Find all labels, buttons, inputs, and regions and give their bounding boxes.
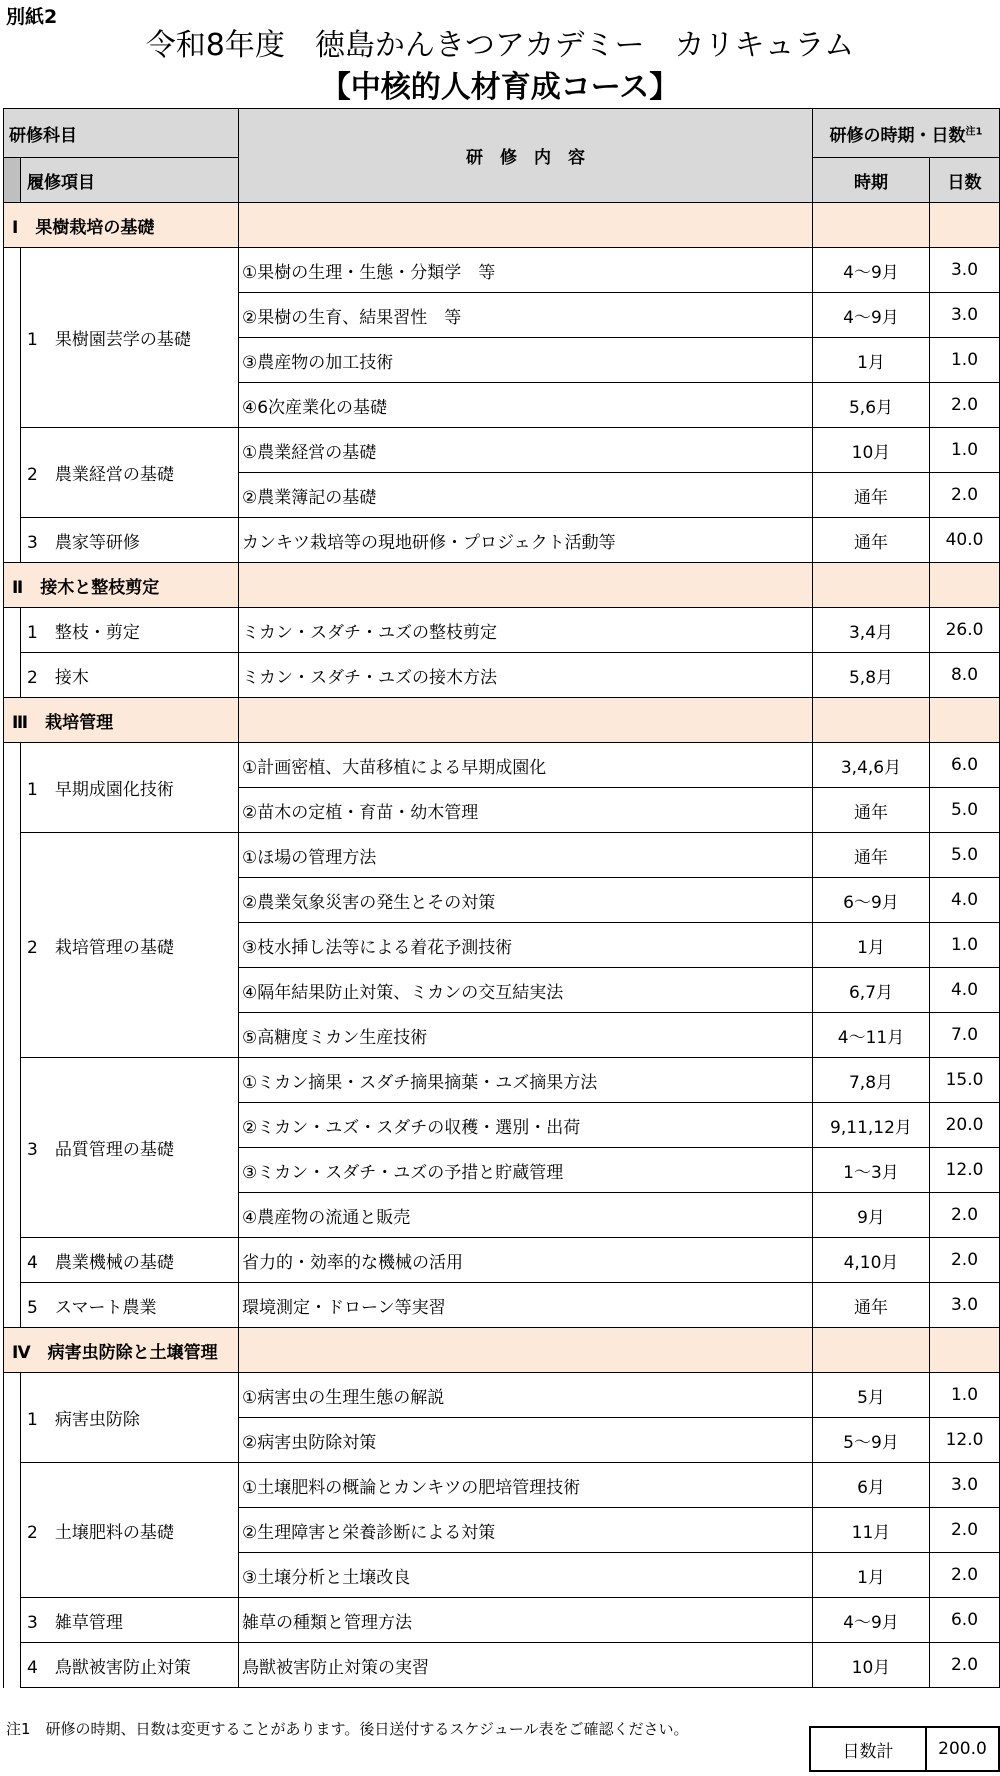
training-content: ①土壌肥料の概論とカンキツの肥培管理技術 — [239, 1463, 813, 1508]
training-days: 5.0 — [930, 788, 1000, 833]
training-content: ②ミカン・ユズ・スダチの収穫・選別・出荷 — [239, 1103, 813, 1148]
training-content: 環境測定・ドローン等実習 — [239, 1283, 813, 1328]
training-content: 鳥獣被害防止対策の実習 — [239, 1643, 813, 1688]
training-days: 4.0 — [930, 878, 1000, 923]
training-period: 4～9月 — [813, 293, 930, 338]
header-row-1 — [4, 109, 1000, 158]
table-row — [4, 1598, 1000, 1643]
training-content: ①計画密植、大苗移植による早期成園化 — [239, 743, 813, 788]
training-days: 6.0 — [930, 1598, 1000, 1643]
section-content-cell — [239, 698, 813, 743]
training-content: ④農産物の流通と販売 — [239, 1193, 813, 1238]
section-row — [4, 203, 1000, 248]
period-days-header: 研修の時期・日数$^{注1}$ — [813, 109, 1000, 158]
training-period: 通年 — [813, 473, 930, 518]
training-content: ⑤高糖度ミカン生産技術 — [239, 1013, 813, 1058]
section-content-cell — [239, 563, 813, 608]
indent-cell — [4, 248, 21, 563]
training-period: 10月 — [813, 1643, 930, 1688]
training-days: 3.0 — [930, 293, 1000, 338]
training-period: 通年 — [813, 518, 930, 563]
training-period: 3,4月 — [813, 608, 930, 653]
training-period: 11月 — [813, 1508, 930, 1553]
header-indent-cell — [4, 158, 21, 203]
training-period: 5～9月 — [813, 1418, 930, 1463]
total-table — [809, 1726, 1000, 1772]
training-content: ②農業気象災害の発生とその対策 — [239, 878, 813, 923]
training-period: 4～9月 — [813, 248, 930, 293]
section-row — [4, 698, 1000, 743]
days-header: 日数 — [930, 158, 1000, 203]
training-period: 7,8月 — [813, 1058, 930, 1103]
indent-cell — [4, 1373, 21, 1688]
training-period: 通年 — [813, 788, 930, 833]
training-period: 4～9月 — [813, 1598, 930, 1643]
training-days: 5.0 — [930, 833, 1000, 878]
course-item: 1 整枝・剪定 — [21, 608, 239, 653]
training-content: ④6次産業化の基礎 — [239, 383, 813, 428]
table-row — [4, 1283, 1000, 1328]
training-period: 5月 — [813, 1373, 930, 1418]
training-days: 2.0 — [930, 1553, 1000, 1598]
course-item: 1 果樹園芸学の基礎 — [21, 248, 239, 428]
training-period: 5,8月 — [813, 653, 930, 698]
table-row — [4, 653, 1000, 698]
course-item: 2 農業経営の基礎 — [21, 428, 239, 518]
training-content: ①果樹の生理・生態・分類学 等 — [239, 248, 813, 293]
table-row — [4, 1643, 1000, 1688]
course-item: 3 雑草管理 — [21, 1598, 239, 1643]
indent-cell — [4, 608, 21, 698]
training-content: ①ほ場の管理方法 — [239, 833, 813, 878]
training-days: 3.0 — [930, 248, 1000, 293]
section-period-cell — [813, 203, 930, 248]
training-days: 26.0 — [930, 608, 1000, 653]
period-header: 時期 — [813, 158, 930, 203]
table-row — [4, 1463, 1000, 1508]
training-period: 1月 — [813, 338, 930, 383]
table-row — [4, 608, 1000, 653]
section-days-cell — [930, 563, 1000, 608]
training-days: 2.0 — [930, 473, 1000, 518]
training-period: 1月 — [813, 923, 930, 968]
footnote: 注1 研修の時期、日数は変更することがあります。後日送付するスケジュール表をご確認ください。 — [6, 1720, 689, 1738]
section-title: Ⅲ 栽培管理 — [4, 698, 239, 743]
training-content: ①農業経営の基礎 — [239, 428, 813, 473]
course-item: 3 農家等研修 — [21, 518, 239, 563]
course-item: 1 早期成園化技術 — [21, 743, 239, 833]
training-content: ②果樹の生育、結果習性 等 — [239, 293, 813, 338]
section-period-cell — [813, 698, 930, 743]
training-period: 9月 — [813, 1193, 930, 1238]
curriculum-table-body — [4, 109, 1000, 1688]
training-days: 2.0 — [930, 1643, 1000, 1688]
table-row — [4, 1373, 1000, 1418]
training-content: ②農業簿記の基礎 — [239, 473, 813, 518]
course-item: 2 栽培管理の基礎 — [21, 833, 239, 1058]
training-content: ②病害虫防除対策 — [239, 1418, 813, 1463]
section-days-cell — [930, 203, 1000, 248]
total-label: 日数計 — [810, 1727, 926, 1771]
training-period: 通年 — [813, 1283, 930, 1328]
course-item: 4 鳥獣被害防止対策 — [21, 1643, 239, 1688]
table-row — [4, 518, 1000, 563]
training-content: ③農産物の加工技術 — [239, 338, 813, 383]
training-period: 6月 — [813, 1463, 930, 1508]
section-row — [4, 563, 1000, 608]
training-period: 4,10月 — [813, 1238, 930, 1283]
training-days: 7.0 — [930, 1013, 1000, 1058]
training-period: 5,6月 — [813, 383, 930, 428]
training-period: 1～3月 — [813, 1148, 930, 1193]
table-row — [4, 428, 1000, 473]
section-days-cell — [930, 1328, 1000, 1373]
course-item: 5 スマート農業 — [21, 1283, 239, 1328]
training-days: 2.0 — [930, 1238, 1000, 1283]
training-days: 20.0 — [930, 1103, 1000, 1148]
table-row — [4, 833, 1000, 878]
training-content: ミカン・スダチ・ユズの接木方法 — [239, 653, 813, 698]
training-period: 6,7月 — [813, 968, 930, 1013]
training-content: ③枝水挿し法等による着花予測技術 — [239, 923, 813, 968]
table-row — [4, 1238, 1000, 1283]
subject-header: 研修科目 — [4, 109, 239, 158]
training-days: 12.0 — [930, 1418, 1000, 1463]
training-content: 雑草の種類と管理方法 — [239, 1598, 813, 1643]
table-row — [4, 248, 1000, 293]
training-days: 8.0 — [930, 653, 1000, 698]
training-period: 1月 — [813, 1553, 930, 1598]
training-content: ②生理障害と栄養診断による対策 — [239, 1508, 813, 1553]
course-item: 3 品質管理の基礎 — [21, 1058, 239, 1238]
training-period: 通年 — [813, 833, 930, 878]
training-days: 1.0 — [930, 338, 1000, 383]
section-row — [4, 1328, 1000, 1373]
training-period: 4～11月 — [813, 1013, 930, 1058]
training-days: 4.0 — [930, 968, 1000, 1013]
section-title: Ⅱ 接木と整枝剪定 — [4, 563, 239, 608]
training-period: 9,11,12月 — [813, 1103, 930, 1148]
training-period: 10月 — [813, 428, 930, 473]
section-content-cell — [239, 203, 813, 248]
training-content: ミカン・スダチ・ユズの整枝剪定 — [239, 608, 813, 653]
indent-cell — [4, 743, 21, 1328]
section-period-cell — [813, 563, 930, 608]
document-label: 別紙2 — [6, 6, 58, 28]
training-content: ③ミカン・スダチ・ユズの予措と貯蔵管理 — [239, 1148, 813, 1193]
training-days: 2.0 — [930, 383, 1000, 428]
training-days: 2.0 — [930, 1508, 1000, 1553]
training-days: 1.0 — [930, 923, 1000, 968]
course-item: 1 病害虫防除 — [21, 1373, 239, 1463]
section-days-cell — [930, 698, 1000, 743]
training-days: 2.0 — [930, 1193, 1000, 1238]
training-content: ④隔年結果防止対策、ミカンの交互結実法 — [239, 968, 813, 1013]
table-row — [4, 743, 1000, 788]
training-days: 15.0 — [930, 1058, 1000, 1103]
training-days: 40.0 — [930, 518, 1000, 563]
section-title: Ⅳ 病害虫防除と土壌管理 — [4, 1328, 239, 1373]
training-content: ②苗木の定植・育苗・幼木管理 — [239, 788, 813, 833]
page-title: 令和8年度 徳島かんきつアカデミー カリキュラム — [145, 28, 855, 63]
course-item: 2 土壌肥料の基礎 — [21, 1463, 239, 1598]
training-content: 省力的・効率的な機械の活用 — [239, 1238, 813, 1283]
item-header: 履修項目 — [21, 158, 239, 203]
training-content: ①ミカン摘果・スダチ摘果摘葉・ユズ摘果方法 — [239, 1058, 813, 1103]
training-days: 3.0 — [930, 1463, 1000, 1508]
training-days: 12.0 — [930, 1148, 1000, 1193]
training-content: ③土壌分析と土壌改良 — [239, 1553, 813, 1598]
curriculum-table — [3, 108, 1000, 1688]
training-days: 3.0 — [930, 1283, 1000, 1328]
training-period: 6～9月 — [813, 878, 930, 923]
section-title: Ⅰ 果樹栽培の基礎 — [4, 203, 239, 248]
total-value: 200.0 — [926, 1727, 999, 1771]
training-days: 1.0 — [930, 1373, 1000, 1418]
training-content: ①病害虫の生理生態の解説 — [239, 1373, 813, 1418]
content-header: 研 修 内 容 — [239, 109, 813, 203]
section-content-cell — [239, 1328, 813, 1373]
training-days: 6.0 — [930, 743, 1000, 788]
table-row — [4, 1058, 1000, 1103]
course-item: 4 農業機械の基礎 — [21, 1238, 239, 1283]
training-period: 3,4,6月 — [813, 743, 930, 788]
page-subtitle: 【中核的人材育成コース】 — [320, 70, 680, 105]
training-content: カンキツ栽培等の現地研修・プロジェクト活動等 — [239, 518, 813, 563]
training-days: 1.0 — [930, 428, 1000, 473]
section-period-cell — [813, 1328, 930, 1373]
course-item: 2 接木 — [21, 653, 239, 698]
